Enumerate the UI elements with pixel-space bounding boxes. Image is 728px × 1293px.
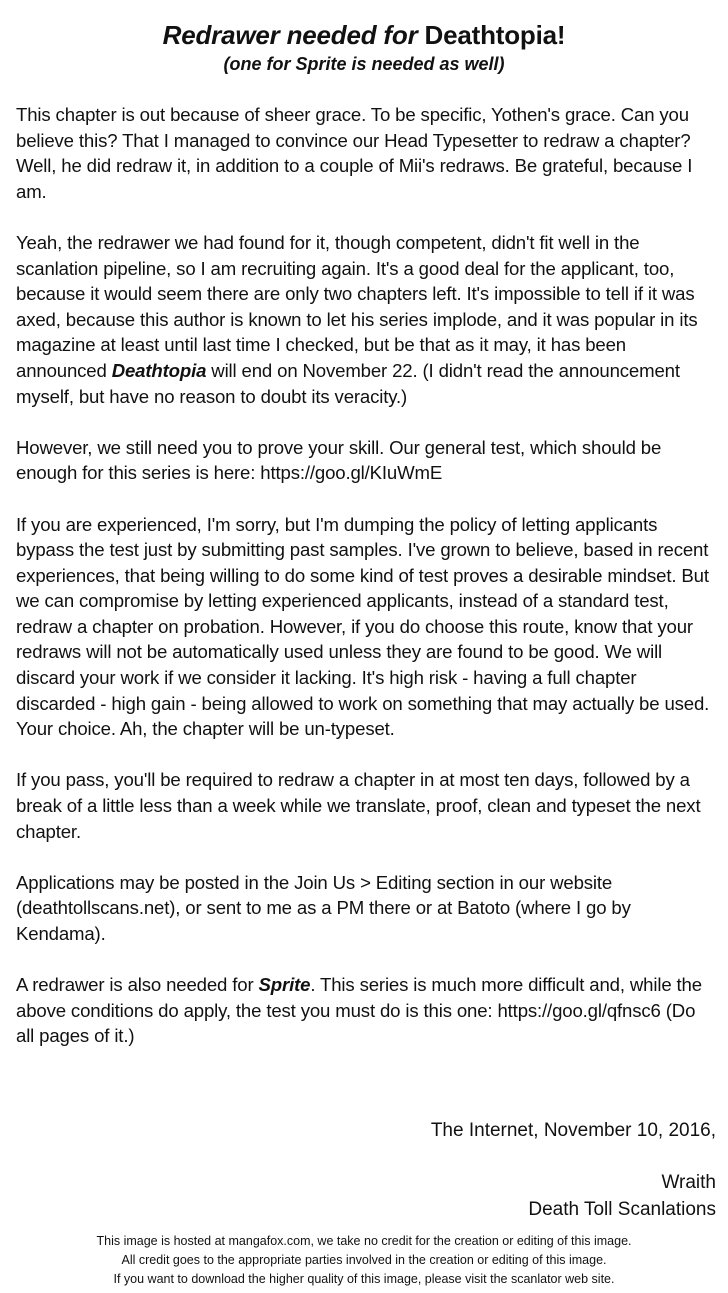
body-paragraph bbox=[16, 870, 716, 947]
body-paragraph bbox=[16, 972, 716, 1049]
series-title-emphasis: Deathtopia bbox=[111, 359, 207, 381]
page-subtitle: (one for Sprite is needed as well) bbox=[223, 54, 505, 74]
body-paragraph bbox=[16, 230, 716, 409]
disclaimer-line-1: This image is hosted at mangafox.com, we take no credit for the creation or editing of this image. bbox=[96, 1234, 632, 1248]
paragraph-text: will end on November 22. (I didn't read the announcement myself, but have no reason to doubt its veracity.) bbox=[16, 359, 680, 407]
body-paragraph bbox=[16, 435, 716, 486]
notice-body bbox=[16, 102, 716, 1075]
signature-author: Wraith bbox=[661, 1172, 716, 1193]
disclaimer-line-3: If you want to download the higher quality of this image, please visit the scanlator web site. bbox=[113, 1272, 615, 1286]
paragraph-text: A redrawer is also needed for bbox=[16, 974, 259, 996]
body-paragraph bbox=[16, 767, 716, 844]
body-paragraph bbox=[16, 102, 716, 204]
page-title bbox=[0, 18, 728, 52]
signature-block bbox=[528, 1169, 716, 1223]
signature-group: Death Toll Scanlations bbox=[528, 1199, 716, 1220]
paragraph-text: . This series is much more difficult and, while the above conditions do apply, the test you must do is this one: https://goo.gl/qfnsc6 (Do all pages of it.) bbox=[16, 974, 702, 1047]
paragraph-text: If you pass, you'll be required to redraw a chapter in at most ten days, followed by a break of a little less than a week while we translate, proof, clean and typeset the next chapter. bbox=[16, 769, 701, 842]
title-series-name: Deathtopia! bbox=[424, 20, 566, 50]
dateline: The Internet, November 10, 2016, bbox=[430, 1120, 716, 1141]
paragraph-text: However, we still need you to prove your skill. Our general test, which should be enough for this series is here: https://goo.gl/KIuWmE bbox=[16, 436, 662, 484]
paragraph-text: This chapter is out because of sheer grace. To be specific, Yothen's grace. Can you believe this? That I managed to convince our Head Typesetter to redraw a chapter? Well, he did redraw it, in addition to a couple of Mii's redraws. Be grateful, because I am. bbox=[16, 104, 693, 202]
paragraph-text: Yeah, the redrawer we had found for it, though competent, didn't fit well in the scanlation pipeline, so I am recruiting again. It's a good deal for the applicant, too, because it would seem there are only two chapters left. It's impossible to tell if it was axed, because this author is known to let his series implode, and it was popular in its magazine at least until last time I checked, but be that as it may, it has been announced bbox=[16, 231, 698, 381]
paragraph-text: Applications may be posted in the Join Us > Editing section in our website (deathtollscans.net), or sent to me as a PM there or at Batoto (where I go by Kendama). bbox=[16, 871, 631, 944]
paragraph-text: If you are experienced, I'm sorry, but I'm dumping the policy of letting applicants bypass the test just by submitting past samples. I've grown to believe, based in recent experiences, that being willing to do some kind of test proves a desirable mindset. But we can compromise by letting experienced applicants, instead of a standard test, redraw a chapter on probation. However, if you do choose this route, know that your redraws will not be automatically used unless they are found to be good. We will discard your work if we consider it lacking. It's high risk - having a full chapter discarded - high gain - being allowed to work on something that may actually be used. Your choice. Ah, the chapter will be un-typeset. bbox=[16, 513, 710, 740]
body-paragraph bbox=[16, 512, 716, 742]
hosting-disclaimer bbox=[0, 1232, 728, 1289]
disclaimer-line-2: All credit goes to the appropriate parties involved in the creation or editing of this image. bbox=[121, 1253, 607, 1267]
title-lead: Redrawer needed for bbox=[162, 20, 418, 50]
series-title-emphasis: Sprite bbox=[258, 974, 311, 996]
